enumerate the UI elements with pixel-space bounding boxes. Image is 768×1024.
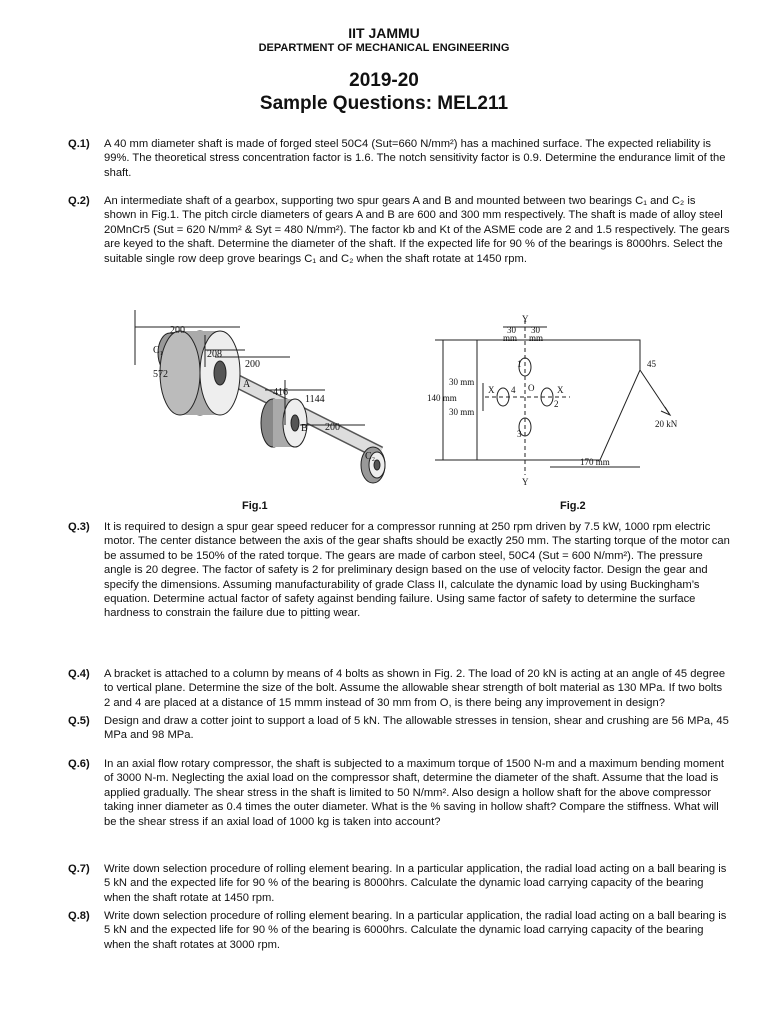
question-text: A 40 mm diameter shaft is made of forged steel 50C4 (Sut=660 N/mm²) has a machined surface. The expected reliability is 99%. The theoretical stress concentration factor is 1.6. The notch sensitivity factor is 0.9. Determine the endurance limit of the shaft. [104,138,726,179]
question-5 [68,714,730,743]
fig2-dim-140: 140 mm [427,393,457,403]
fig1-label-c1: C₁ [153,345,164,356]
question-3 [68,520,730,621]
fig2-bolt-4: 4 [511,385,516,395]
question-number: Q.4) [68,668,90,680]
question-text: Design and draw a cotter joint to support a load of 5 kN. The allowable stresses in tension, shear and crushing are 56 MPa, 45 MPa and 98 MPa. [104,715,729,742]
fig1-dim-1144: 1144 [305,394,325,405]
fig2-axis-y-bottom: Y [522,477,529,487]
fig1-label-b: B [301,423,308,434]
question-6 [68,757,730,829]
fig2-dim-30c: 30 mm [449,377,475,387]
fig2-origin-o: O [528,383,535,393]
fig1-label-a: A [243,379,251,390]
fig2-dim-30a: 30 [507,325,516,335]
fig2-bolt-1: 1 [517,359,522,369]
academic-year: 2019-20 [349,70,419,91]
fig1-dim-200b: 200 [245,359,260,370]
question-8 [68,909,730,952]
question-1 [68,137,730,180]
fig2-dim-170: 170 mm [580,457,610,467]
question-2 [68,194,730,266]
fig1-dim-200c: 200 [325,422,340,433]
question-text: It is required to design a spur gear speed reducer for a compressor running at 250 rpm driven by 7.5 kW, 1000 rpm electric motor. The center distance between the axis of the gear shafts should be exactly 250 mm. The starting torque of the motor can be assumed to be 150% of the rated torque. The gears are made of carbon steel, 50C4 (Sut = 600 N/mm²). The pressure angle is 20 degree. The factor of safety is 2 for preliminary design based on the use of velocity factor. Design the gear and specify the dimensions. Assuming manufacturability of grade Class II, calculate the dynamic load by using Buckingham’s equation. Determine actual factor of safety against bending failure. Using same factor of safety to determine the surface hardness to constrain the failure due to pitting wear. [104,521,730,620]
fig1-dim-200: 200 [170,325,185,336]
question-number: Q.5) [68,715,90,727]
fig2-axis-x-right: X [557,385,564,395]
fig2-dim-30d: 30 mm [449,407,475,417]
question-text: Write down selection procedure of rolling element bearing. In a particular application, the radial load acting on a ball bearing is 5 kN and the expected life for 90 % of the bearing is 8000hrs. Calculate the dynamic load carrying capacity of the bearing when the shaft rotate at 1450 rpm. [104,863,727,904]
fig1-label-c2: C₂ [365,451,376,462]
question-number: Q.6) [68,758,90,770]
question-7 [68,862,730,905]
fig2-load-label: 20 kN [655,419,678,429]
document-title: Sample Questions: MEL211 [259,93,509,114]
question-text: A bracket is attached to a column by means of 4 bolts as shown in Fig. 2. The load of 20 kN is acting at an angle of 45 degree to vertical plane. Determine the size of the bolt. Assume the allowable shear strength of bolt material as 130 MPa. If two bolts 2 and 4 are placed at a distance of 15 mmm instead of 30 mm from O, is there being any improvement in design? [104,668,726,709]
fig2-dim-30b: 30 [531,325,540,335]
question-text: In an axial flow rotary compressor, the shaft is subjected to a maximum torque of 1500 N-m and a maximum bending moment of 3000 N-m. Neglecting the axial load on the compressor shaft, determine the diameter of the shaft. Assume that the load is applied gradually. The shear stress in the shaft is limited to 50 N/mm². Also design a hollow shaft for the above compressor taking inner diameter as 0.4 times the outer diameter. What is the % saving in hollow shaft? Compare the stiffness. What will be the shear stress if an axial load of 1000 kg is taken into account? [104,758,724,828]
fig2-axis-y-top: Y [522,315,529,324]
fig1-dim-208: 208 [207,349,222,360]
fig2-unit-mm-b: mm [529,333,544,343]
fig2-bolt-3: 3 [517,429,522,439]
figure-2-bolted-bracket [425,315,695,490]
question-number: Q.1) [68,138,90,150]
fig2-unit-mm-a: mm [503,333,518,343]
question-text: An intermediate shaft of a gearbox, supporting two spur gears A and B and mounted between two bearings C₁ and C₂ is shown in Fig.1. The pitch circle diameters of gears A and B are 600 and 300 mm respectively. The shaft is made of alloy steel 20MnCr5 (Sut = 620 N/mm² & Syt = 480 N/mm²). The factor kb and Kt of the ASME code are 2 and 1.5 respectively. The gears are keyed to the shaft. Determine the diameter of the shaft. If the expected life for 90 % of the bearings is 8000hrs. Select the suitable single row deep grove bearings C₁ and C₂ when the shaft rotate at 1450 rpm. [104,195,730,265]
question-number: Q.3) [68,521,90,533]
question-number: Q.2) [68,195,90,207]
fig1-dim-416: 416 [273,387,288,398]
figure-1-caption: Fig.1 [242,500,268,512]
question-number: Q.7) [68,863,90,875]
question-text: Write down selection procedure of rolling element bearing. In a particular application, the radial load acting on a ball bearing is 5 kN and the expected life for 90 % of the bearing is 6000hrs. Calculate the dynamic load carrying capacity of the bearing when the shaft rotates at 3000 rpm. [104,910,727,951]
institute-name: IIT JAMMU [348,25,420,41]
fig1-dim-572: 572 [153,369,168,380]
fig2-axis-x-left: X [488,385,495,395]
figure-1-gear-shaft [125,305,400,495]
question-number: Q.8) [68,910,90,922]
fig2-angle-45: 45 [647,359,656,369]
figure-2-caption: Fig.2 [560,500,586,512]
fig2-bolt-2: 2 [554,399,559,409]
department-name: DEPARTMENT OF MECHANICAL ENGINEERING [258,42,510,54]
question-4 [68,667,730,710]
